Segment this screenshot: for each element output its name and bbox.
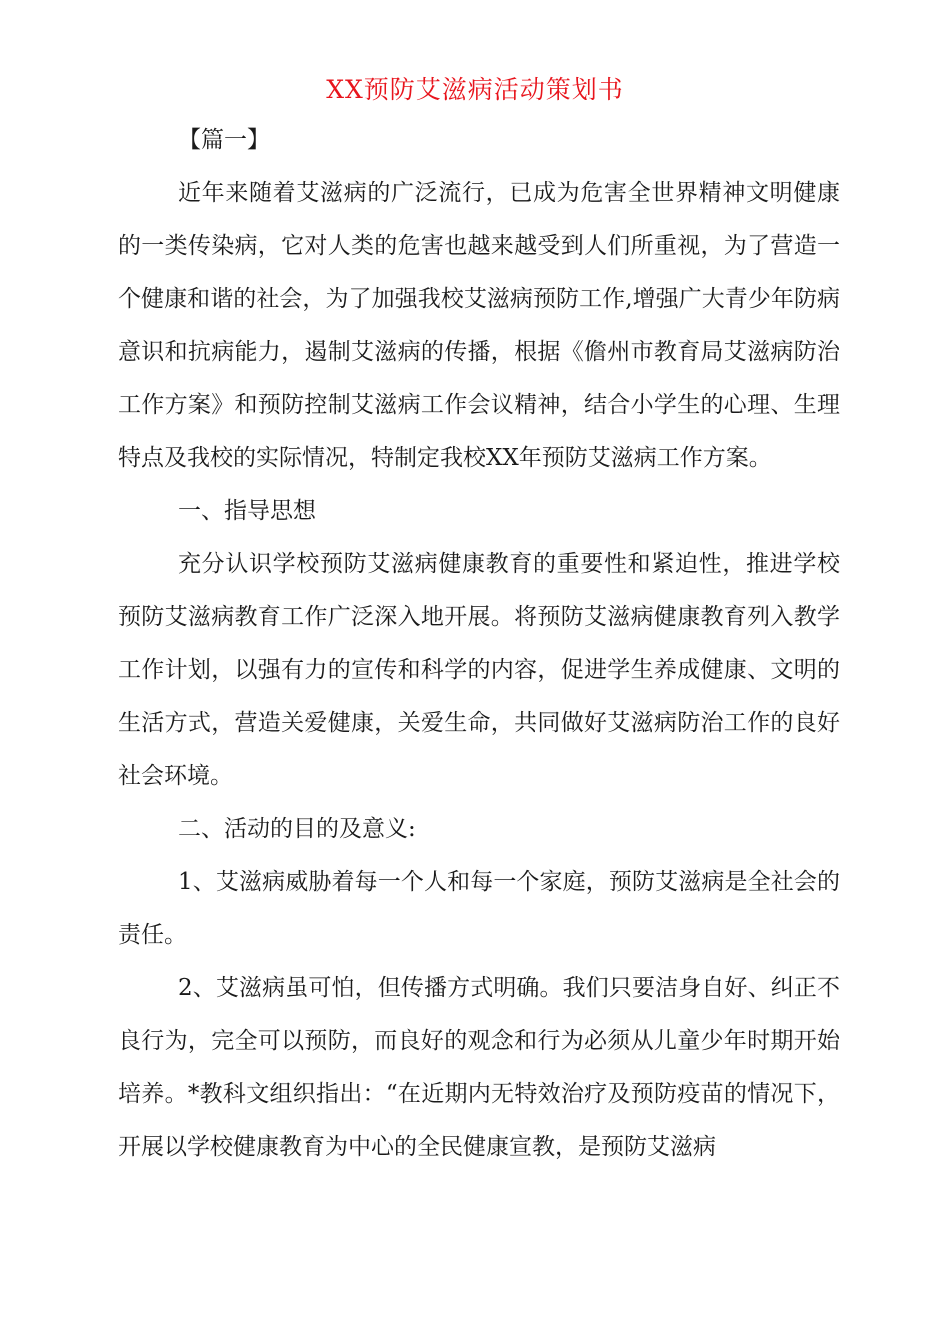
heading-guiding-ideology: 一、指导思想 — [178, 498, 316, 524]
paragraph-point-1: 1、艾滋病威胁着每一个人和每一个家庭，预防艾滋病是全社会的责任。 — [118, 869, 840, 948]
document-title: XX预防艾滋病活动策划书 — [326, 75, 624, 104]
paragraph-guiding-ideology: 充分认识学校预防艾滋病健康教育的重要性和紧迫性，推进学校预防艾滋病教育工作广泛深入地开展。将预防艾滋病健康教育列入教学工作计划，以强有力的宣传和科学的内容，促进学生养成健康、文明的生活方式，营造关爱健康，关爱生命，共同做好艾滋病防治工作的良好社会环境。 — [118, 551, 840, 789]
paragraph-intro: 近年来随着艾滋病的广泛流行，已成为危害全世界精神文明健康的一类传染病，它对人类的危害也越来越受到人们所重视，为了营造一个健康和谐的社会，为了加强我校艾滋病预防工作,增强广大青少年防病意识和抗病能力，遏制艾滋病的传播，根据《儋州市教育局艾滋病防治工作方案》和预防控制艾滋病工作会议精神，结合小学生的心理、生理特点及我校的实际情况，特制定我校XX年预防艾滋病工作方案。 — [118, 180, 840, 471]
paragraph-point-2: 2、艾滋病虽可怕，但传播方式明确。我们只要洁身自好、纠正不良行为，完全可以预防，而良好的观念和行为必须从儿童少年时期开始培养。*教科文组织指出：“在近期内无特效治疗及预防疫苗的情况下，开展以学校健康教育为中心的全民健康宣教，是预防艾滋病 — [118, 975, 840, 1160]
part-label: 【篇一】 — [178, 127, 270, 153]
heading-purpose: 二、活动的目的及意义: — [178, 816, 416, 842]
document-body — [118, 114, 840, 1174]
